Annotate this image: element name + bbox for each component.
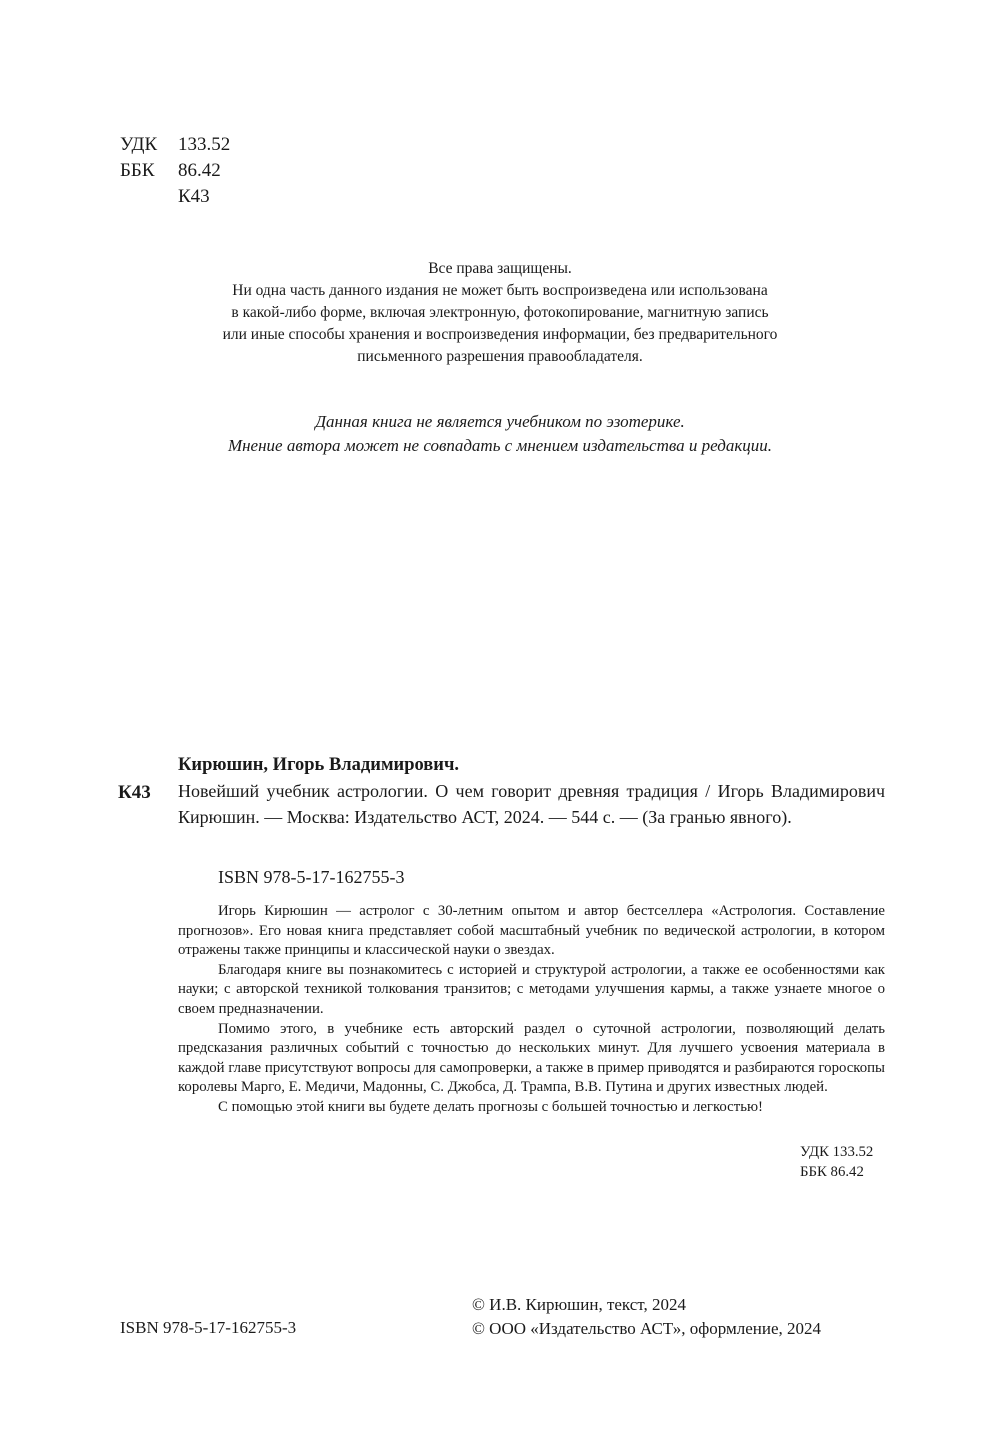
author-heading: Кирюшин, Игорь Владимирович. [178, 755, 459, 775]
rights-line: в какой-либо форме, включая электронную, фотокопирование, магнитную запись [231, 304, 769, 321]
annotation-bbk: ББК 86.42 [800, 1163, 864, 1180]
record-isbn: ISBN 978-5-17-162755-3 [218, 867, 405, 887]
copyright-text: © И.В. Кирюшин, текст, 2024 [472, 1295, 686, 1314]
bbk-row [0, 158, 986, 184]
author-mark: К43 [178, 186, 210, 207]
rights-line: или иные способы хранения и воспроизведения информации, без предварительного [222, 326, 778, 343]
bbk-value: 86.42 [178, 160, 221, 181]
classification-block [0, 132, 986, 210]
rights-line: Ни одна часть данного издания не может быть воспроизведена или использована [232, 282, 768, 299]
annotation-udk: УДК 133.52 [800, 1144, 874, 1160]
bbk-label: ББК [120, 160, 155, 181]
rights-line: письменного разрешения правообладателя. [357, 348, 643, 365]
description-text: Новейший учебник астрологии. О чем говорит древняя традиция / Игорь Владимирович Кирюшин. — Москва: Издательство АСТ, 2024. — 544 с. — (За гранью явного). [178, 781, 885, 827]
annotation-paragraph: Благодаря книге вы познакомитесь с историей и структурой астрологии, а также ее особенностями как науки; с авторской техникой толкования транзитов; с методами улучшения кармы, а также узнаете многое о своем предназначении. [178, 961, 885, 1017]
annotation-paragraph: Игорь Кирюшин — астролог с 30-летним опытом и автор бестселлера «Астрология. Составление прогнозов». Его новая книга представляет собой масштабный учебник по ведической астрологии, в котором отражены также принципы и классической науки о звездах. [178, 903, 885, 959]
annotation-codes [740, 1143, 885, 1182]
index-mark: К43 [118, 782, 151, 803]
udk-label: УДК [120, 134, 158, 155]
author-mark-row [0, 184, 986, 210]
disclaimer-line: Мнение автора может не совпадать с мнением издательства и редакции. [227, 436, 773, 455]
footer-isbn: ISBN 978-5-17-162755-3 [120, 1318, 297, 1337]
rights-line: Все права защищены. [428, 260, 572, 277]
copyright-design: © ООО «Издательство АСТ», оформление, 2024 [472, 1319, 822, 1338]
copyright-block [472, 1293, 821, 1341]
bibliographic-description [178, 778, 885, 830]
disclaimer [140, 410, 860, 458]
annotation-paragraph: С помощью этой книги вы будете делать прогнозы с большей точностью и легкостью! [218, 1098, 763, 1115]
disclaimer-line: Данная книга не является учебником по эзотерике. [315, 412, 685, 431]
udk-row [0, 132, 986, 158]
annotation-paragraph: Помимо этого, в учебнике есть авторский раздел о суточной астрологии, позволяющий делать предсказания различных событий с точностью до нескольких минут. Для лучшего усвоения материала в каждой главе присутствуют вопросы для самопроверки, а также в пример приводятся и разбираются гороскопы королевы Марго, Е. Медичи, Мадонны, С. Джобса, Д. Трампа, В.В. Путина и других известных людей. [178, 1020, 885, 1096]
rights-notice [140, 258, 860, 368]
annotation [178, 902, 885, 1118]
udk-value: 133.52 [178, 134, 231, 155]
